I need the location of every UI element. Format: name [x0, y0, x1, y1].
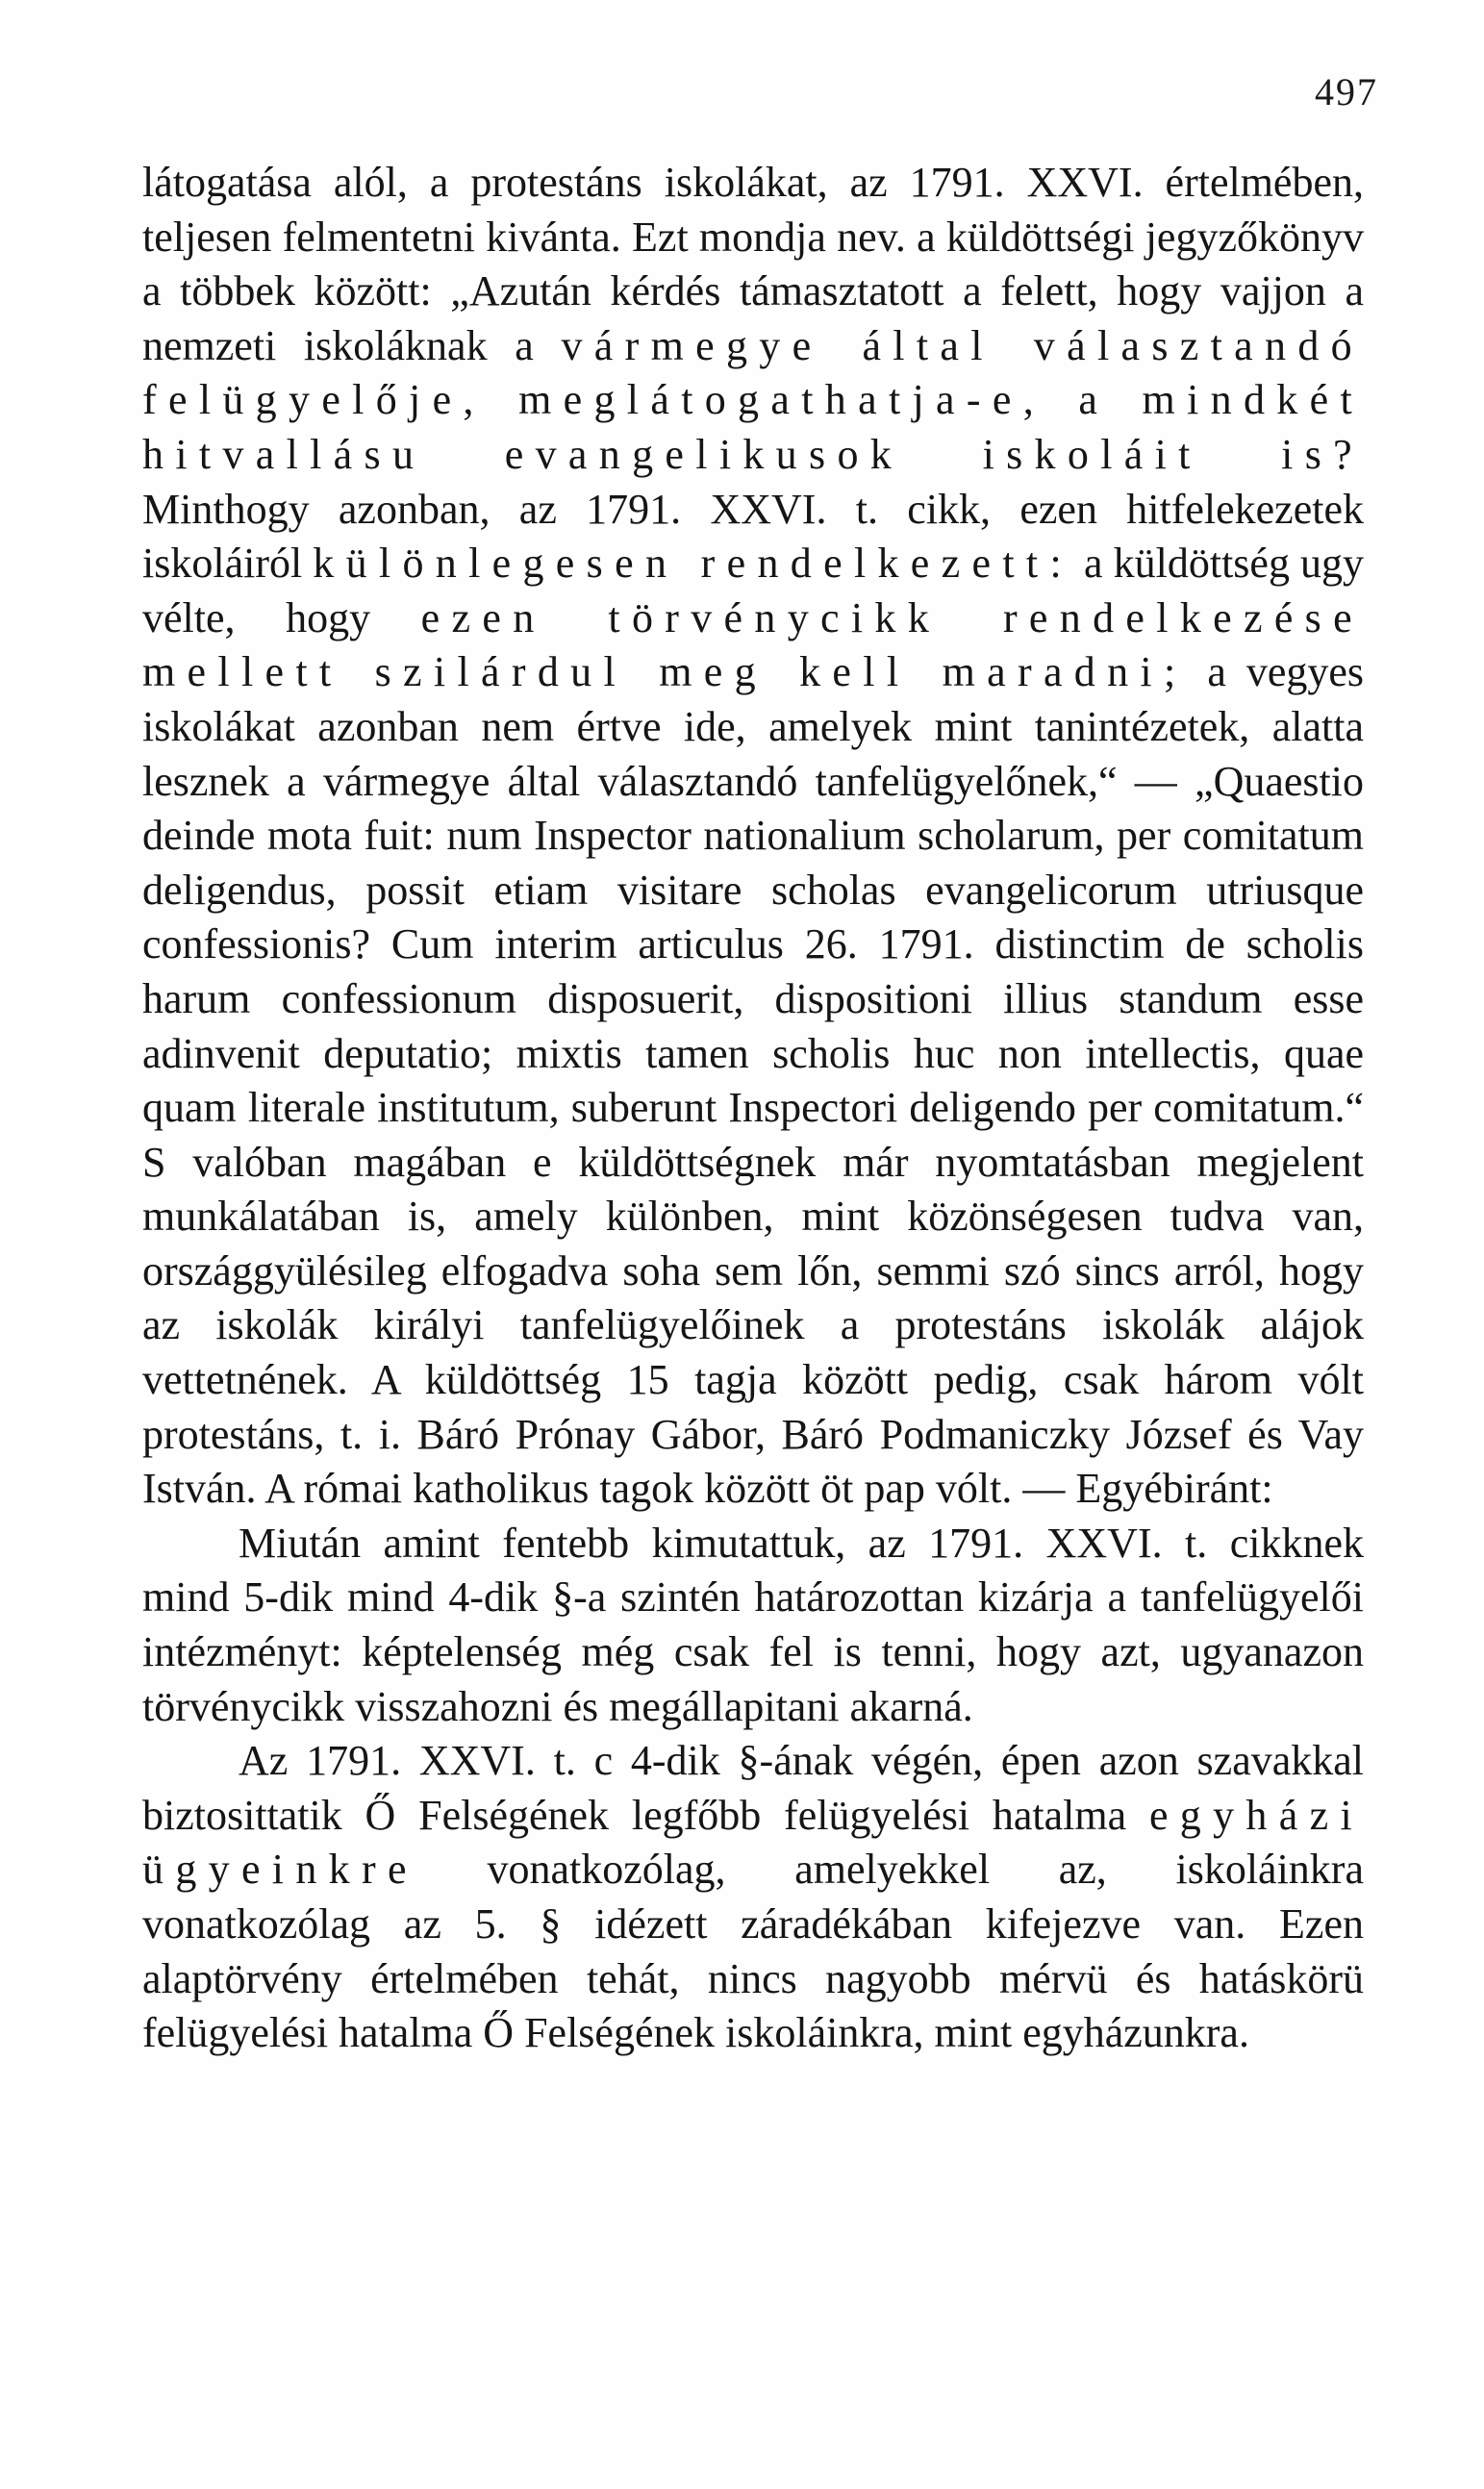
spaced-emphasis: különlegesen rendelkezett:: [313, 540, 1073, 588]
text-run: Az 1791. XXVI. t. c 4-dik §-ának végén, épen azon szavakkal biztosittatik Ő Felségének legfőbb felügyelési hatalma: [142, 1737, 1364, 1839]
paragraph: [142, 1517, 1364, 1734]
text-run: Miután amint fentebb kimutattuk, az 1791. XXVI. t. cikknek mind 5-dik mind 4-dik §-a szintén határozottan kizárja a tanfelügyelői intézményt: képtelenség még csak fel is tenni, hogy azt, ugyanazon törvénycikk visszahozni és megállapitani akarná.: [142, 1519, 1364, 1730]
paragraph: [142, 156, 1364, 1517]
text-run: a vegyes iskolákat azonban nem értve ide, amelyek mint tanintézetek, alatta lesznek a vármegye által választandó tanfelügyelőnek,“ — „Quaestio deinde mota fuit: num Inspector nationalium scholarum, per comitatum deligendus, possit etiam visitare scholas evangelicorum utriusque confessionis? Cum interim articulus 26. 1791. distinctim de scholis harum confessionum disposuerit, dispositioni illius standum esse adinvenit deputatio; mixtis tamen scholis huc non intellectis, quae quam literale institutum, suberunt Inspectori deligendo per comitatum.“ S valóban magában e küldöttségnek már nyomtatásban megjelent munkálatában is, amely különben, mint közönségesen tudva van, országgyülésileg elfogadva soha sem lőn, semmi szó sincs arról, hogy az iskolák királyi tanfelügyelőinek a protestáns iskolák alájok vettetnének. A küldöttség 15 tagja között pedig, csak három vólt protestáns, t. i. Báró Prónay Gábor, Báró Podmaniczky József és Vay István. A római katholikus tagok között öt pap vólt. — Egyébiránt:: [142, 648, 1364, 1513]
paragraph: [142, 1734, 1364, 2061]
text-run: a küldöttség ugy vélte, hogy: [142, 540, 1365, 641]
text-run: vonatkozólag, amelyekkel az, iskoláinkra vonatkozólag az 5. § idézett záradékában kifejezve van. Ezen alaptörvény értelmében tehát, nincs nagyobb mérvü és hatáskörü felügyelési hatalma Ő Felségének iskoláinkra, mint egyházunkra.: [142, 1846, 1364, 2057]
body-text: [142, 156, 1364, 2061]
spaced-emphasis: egyházi ügyeinkre: [142, 1791, 1364, 1894]
spaced-emphasis: ezen törvénycikk rendelkezése mellett szilárdul meg kell maradni;: [142, 593, 1364, 696]
text-run: látogatása alól, a protestáns iskolákat, az 1791. XXVI. értelmében, teljesen felmentetni kivánta. Ezt mondja nev. a küldöttségi jegyzőkönyv a többek között: „Azután kérdés támasztatott a felett, hogy vajjon a nemzeti iskoláknak a: [142, 159, 1364, 369]
page-number: 497: [1315, 70, 1378, 113]
spaced-emphasis: vármegye által választandó felügyelője, meglátogathatja-e, a mindkét hitvallásu evangelikusok iskoláit is?: [142, 321, 1364, 478]
text-run: Minthogy azonban, az 1791. XXVI. t. cikk, ezen hitfelekezetek iskoláiról: [142, 485, 1364, 588]
